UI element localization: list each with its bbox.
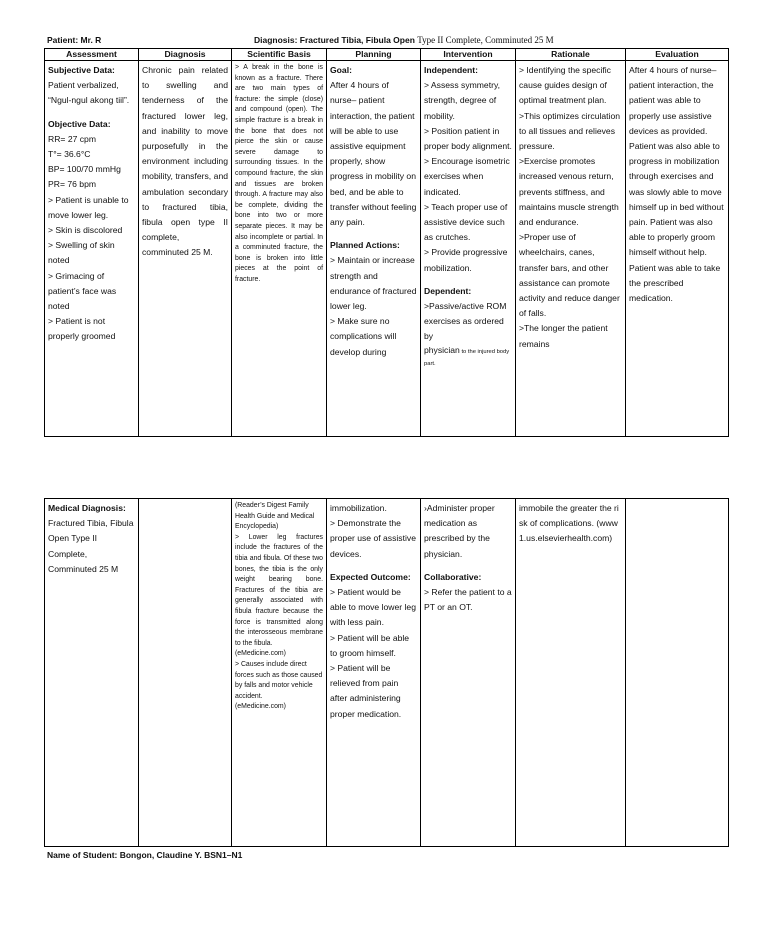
goal-label: Goal: — [330, 65, 352, 75]
independent-item: > Encourage isometric exercises when indicated. — [424, 156, 510, 197]
intervention-cell — [421, 499, 516, 847]
sci-basis-item: (Reader’s Digest Family Health Guide and Medical Encyclopedia) — [235, 502, 315, 531]
care-plan-table-1 — [44, 48, 729, 437]
assessment-cell — [45, 499, 139, 847]
col-header-evaluation: Evaluation — [626, 49, 729, 61]
header-row — [45, 49, 729, 61]
sci-basis-item: > Causes include direct forces such as those caused by falls and motor vehicle accident. — [235, 660, 323, 700]
planned-actions-label: Planned Actions: — [330, 240, 400, 251]
content-row — [45, 499, 729, 847]
rationale-item: > Identifying the specific cause guides design of optimal treatment plan. — [519, 65, 611, 106]
dependent-tail-a: physician — [424, 344, 460, 355]
content-row — [45, 61, 729, 437]
diagnosis-cell: Chronic pain related to swelling and tenderness of the fractured lower leg, and inability to move purposefully in the environment including mobility, transfers, and ambulation secondary to fractured tibia, fibula open type II complete, comminuted 25 M. — [139, 61, 232, 437]
subjective-label: Subjective Data: — [48, 65, 115, 75]
evaluation-cell — [626, 499, 729, 847]
assessment-cell — [45, 61, 139, 437]
col-header-scientific-basis: Scientific Basis — [232, 49, 327, 61]
scientific-basis-cell: > A break in the bone is known as a fracture. There are two main types of fracture: the simple (close) and compound (open). The simple fracture is a break in the bone that does not pierce the skin or cause severe damage to surrounding tissues. In the compound fracture, the skin and tissues are broken through. A fracture may also be complete, dividing the bone into two or more separate pieces. It may be also incomplete or partial. In a comminuted fracture, the bone is broken into little pieces at the point of fracture. — [232, 61, 327, 437]
independent-item: > Teach proper use of assistive device such as crutches. — [424, 201, 508, 243]
medical-diagnosis-label: Medical Diagnosis: — [48, 503, 126, 513]
objective-item: > Swelling of skin noted — [48, 240, 115, 266]
rationale-item: >The longer the patient remains — [519, 323, 608, 349]
dependent-tail-b: to the injured body part. — [424, 348, 510, 367]
sci-basis-item: (eMedicine.com) — [235, 703, 286, 711]
objective-item: PR= 76 bpm — [48, 179, 97, 190]
care-plan-table-2 — [44, 498, 729, 847]
independent-item: > Position patient in proper body alignment. — [424, 125, 512, 152]
independent-item: > Provide progressive mobilization. — [424, 247, 508, 273]
col-header-planning: Planning — [327, 49, 421, 61]
dependent-text: >Passive/active ROM exercises as ordered by — [424, 301, 507, 342]
objective-item: > Grimacing of patient’s face was noted — [48, 270, 117, 312]
planning-cell — [327, 499, 421, 847]
rationale-item: >This optimizes circulation to all tissues and relieves pressure. — [519, 110, 621, 152]
medical-diagnosis-text: Fractured Tibia, Fibula Open Type II Complete, Comminuted 25 M — [48, 518, 134, 574]
expected-outcome-item: > Patient would be able to move lower leg with less pain. — [330, 587, 416, 628]
dependent-tail — [424, 345, 512, 369]
col-header-diagnosis: Diagnosis — [139, 49, 232, 61]
diagnosis-header-bold: Diagnosis: Fractured Tibia, Fibula Open — [254, 35, 418, 45]
objective-item: > Patient is unable to move lower leg. — [48, 194, 129, 220]
objective-label: Objective Data: — [48, 118, 111, 129]
evaluation-cell: After 4 hours of nurse– patient interaction, the patient was able to properly use assistive devices as provided. Patient was also able to progress in mobilization through exercises and was slowly able to move himself up in bed without pain. Patient was also able to properly groom himself without help. Patient was able to take the prescribed medication. — [626, 61, 729, 437]
planning-cell — [327, 61, 421, 437]
planned-action-item: > Maintain or increase strength and endurance of fractured lower leg. — [330, 255, 417, 312]
col-header-assessment: Assessment — [45, 49, 139, 61]
planning-item: > Demonstrate the proper use of assistive devices. — [330, 518, 416, 559]
independent-label: Independent: — [424, 65, 478, 75]
diagnosis-header — [254, 35, 554, 45]
collaborative-label: Collaborative: — [424, 571, 482, 582]
dependent-label: Dependent: — [424, 285, 472, 296]
sci-basis-item: > Lower leg fractures include the fractures of the tibia and fibula. Of these two bones, the tibia is the only weight bearing bone. Fractures of the tibia are generally associated with fibula fracture because the force is transmitted along the interosseous membrane to the fibula. — [235, 533, 323, 647]
rationale-item: >Proper use of wheelchairs, canes, transfer bars, and other assistance can promote activity and reduce danger of falls. — [519, 232, 620, 319]
collaborative-text: > Refer the patient to a PT or an OT. — [424, 587, 512, 613]
objective-item: > Patient is not properly groomed — [48, 316, 116, 342]
rationale-cell: immobile the greater the risk of complications. (www1.us.elsevierhealth.com) — [516, 499, 626, 847]
objective-item: T°= 36.6°C — [48, 149, 91, 160]
student-name: Name of Student: Bongon, Claudine Y. BSN1–N1 — [47, 850, 243, 860]
intervention-cell — [421, 61, 516, 437]
col-header-intervention: Intervention — [421, 49, 516, 61]
objective-item: BP= 100/70 mmHg — [48, 164, 121, 175]
diagnosis-cell — [139, 499, 232, 847]
expected-outcome-item: > Patient will be relieved from pain after administering proper medication. — [330, 663, 402, 719]
subjective-text: Patient verbalized, “Ngul-ngul akong tiil”. — [48, 80, 130, 106]
patient-name: Patient: Mr. R — [47, 35, 102, 45]
rationale-cell — [516, 61, 626, 437]
objective-item: RR= 27 cpm — [48, 133, 96, 144]
planning-item: immobilization. — [330, 503, 387, 513]
col-header-rationale: Rationale — [516, 49, 626, 61]
objective-item: > Skin is discolored — [48, 225, 123, 236]
expected-outcome-item: > Patient will be able to groom himself. — [330, 632, 410, 658]
diagnosis-header-light: Type II Complete, Comminuted 25 M — [417, 35, 554, 45]
dependent-continued-text: ›Administer proper medication as prescribed by the physician. — [424, 503, 495, 559]
expected-outcome-label: Expected Outcome: — [330, 571, 411, 582]
independent-item: > Assess symmetry, strength, degree of mobility. — [424, 80, 501, 121]
rationale-item: >Exercise promotes increased venous return, prevents stiffness, and maintains muscle strength and endurance. — [519, 156, 619, 228]
goal-text: After 4 hours of nurse– patient interaction, the patient will be able to use assistive equipment properly, show progress in mobility on bed, and be able to transfer without feeling any pain. — [330, 80, 417, 228]
scientific-basis-cell — [232, 499, 327, 847]
sci-basis-item: (eMedicine.com) — [235, 650, 286, 658]
planned-action-item: > Make sure no complications will develop during — [330, 316, 397, 357]
